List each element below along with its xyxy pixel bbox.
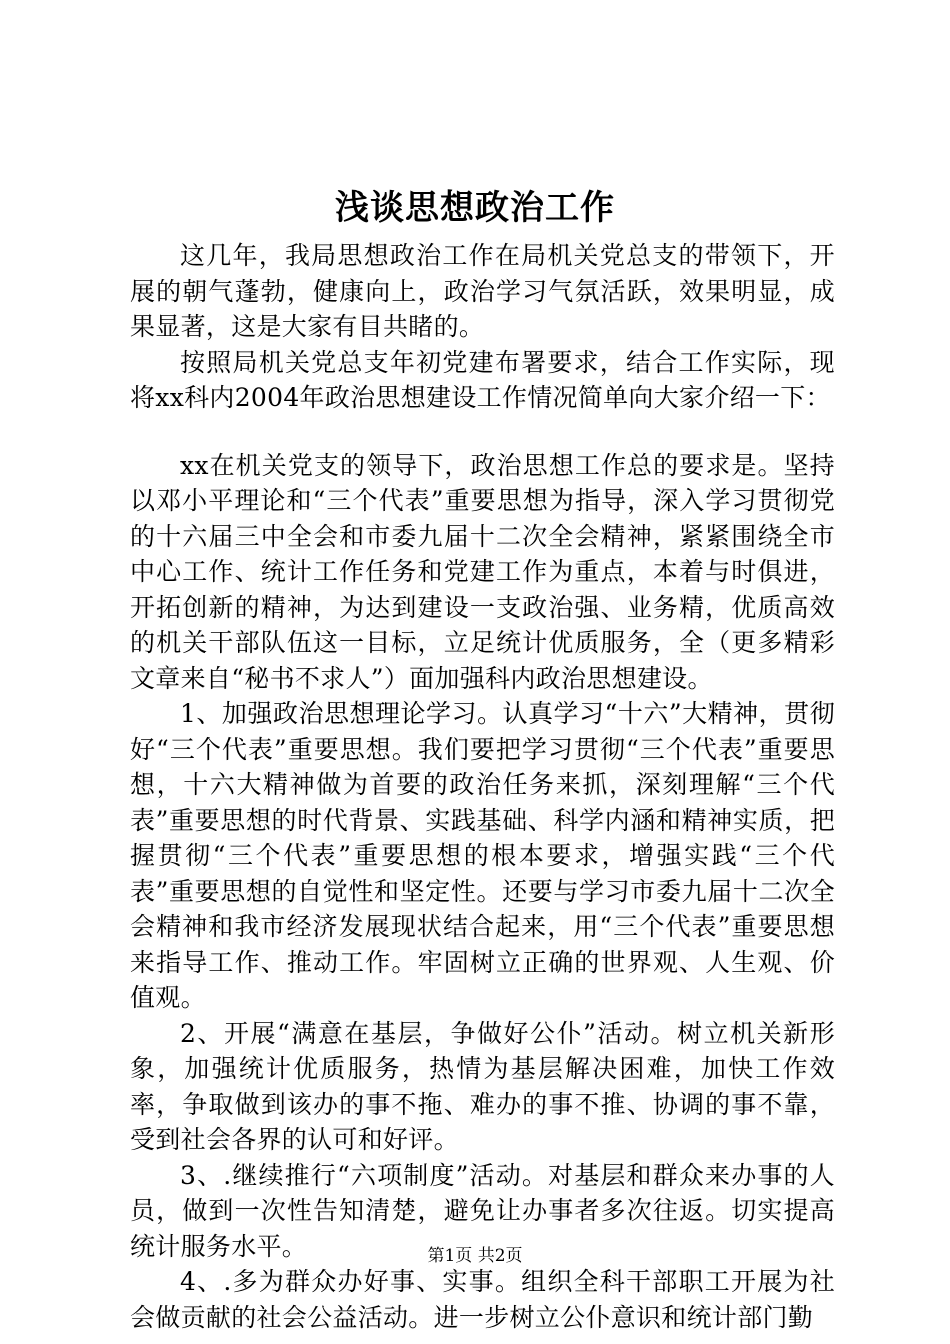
document-body bbox=[130, 238, 835, 1335]
paragraph-gap bbox=[130, 416, 835, 448]
paragraph-item-3: 3、.继续推行“六项制度”活动。对基层和群众来办事的人员，做到一次性告知清楚，避免让办事者多次往返。切实提高统计服务水平。 bbox=[130, 1160, 835, 1261]
paragraph-overview: 按照局机关党总支年初党建布署要求，结合工作实际，现将xx科内2004年政治思想建设工作情况简单向大家介绍一下： bbox=[130, 347, 835, 412]
paragraph-requirements: xx在机关党支的领导下，政治思想工作总的要求是。坚持以邓小平理论和“三个代表”重要思想为指导，深入学习贯彻党的十六届三中全会和市委九届十二次全会精神，紧紧围绕全市中心工作、统计工作任务和党建工作为重点，本着与时俱进，开拓创新的精神，为达到建设一支政治强、业务精，优质高效的机关干部队伍这一目标，立足统计优质服务，全（更多精彩文章来自“秘书不求人”）面加强科内政治思想建设。 bbox=[130, 450, 835, 693]
paragraph-item-1: 1、加强政治思想理论学习。认真学习“十六”大精神，贯彻好“三个代表”重要思想。我们要把学习贯彻“三个代表”重要思想，十六大精神做为首要的政治任务来抓，深刻理解“三个代表”重要思想的时代背景、实践基础、科学内涵和精神实质，把握贯彻“三个代表”重要思想的根本要求，增强实践“三个代表”重要思想的自觉性和坚定性。还要与学习市委九届十二次全会精神和我市经济发展现状结合起来，用“三个代表”重要思想来指导工作、推动工作。牢固树立正确的世界观、人生观、价值观。 bbox=[130, 699, 835, 1012]
document-title: 浅谈思想政治工作 bbox=[335, 188, 615, 228]
paragraph-item-2: 2、开展“满意在基层，争做好公仆”活动。树立机关新形象，加强统计优质服务，热情为基层解决困难，加快工作效率，争取做到该办的事不拖、难办的事不推、协调的事不靠，受到社会各界的认可和好评。 bbox=[130, 1018, 835, 1154]
paragraph-intro: 这几年，我局思想政治工作在局机关党总支的带领下，开展的朝气蓬勃，健康向上，政治学习气氛活跃，效果明显，成果显著，这是大家有目共睹的。 bbox=[130, 241, 835, 341]
paragraph-item-4: 4、.多为群众办好事、实事。组织全科干部职工开展为社会做贡献的社会公益活动。进一步树立公仆意识和统计部门勤 bbox=[130, 1267, 835, 1332]
page-number-footer: 第1页 共2页 bbox=[427, 1246, 523, 1266]
